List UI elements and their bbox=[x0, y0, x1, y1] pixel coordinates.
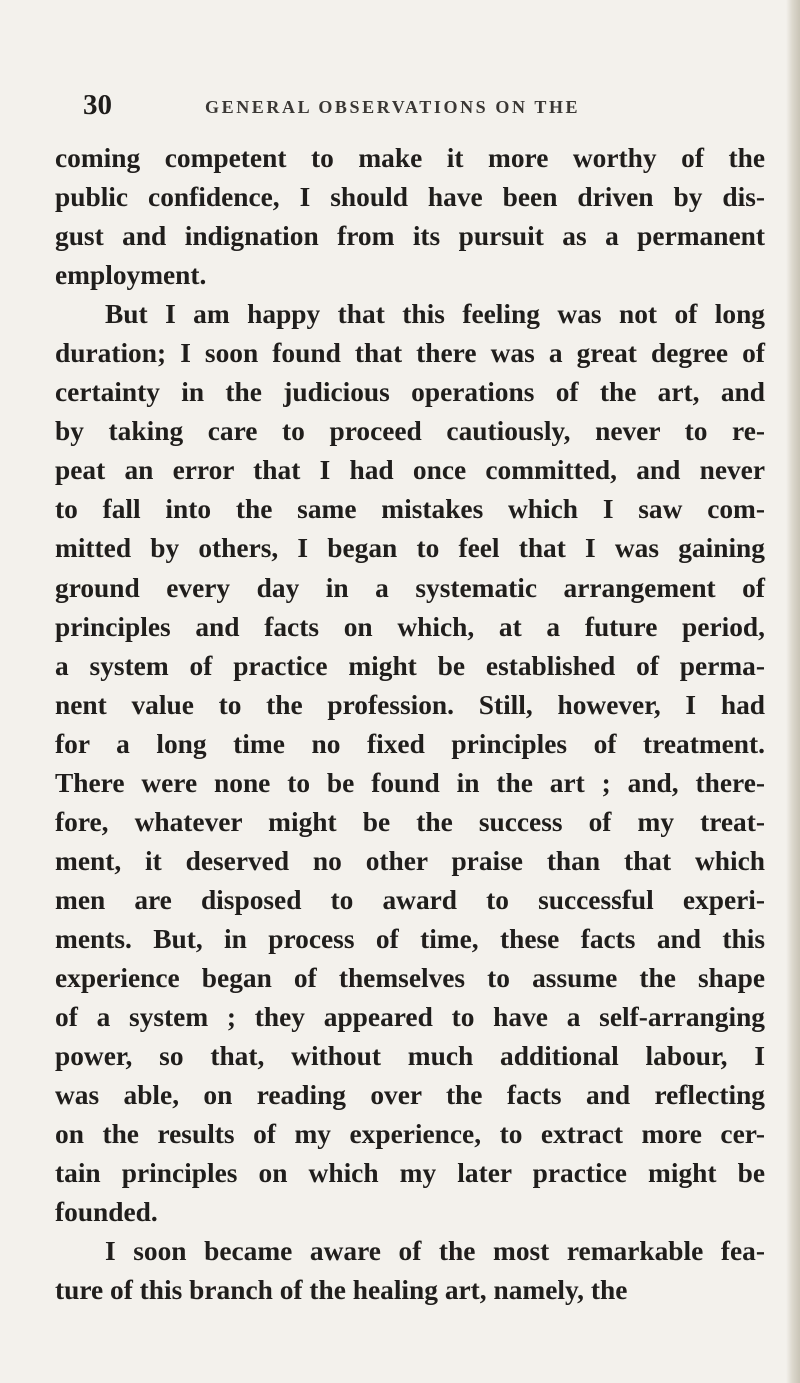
page-edge bbox=[786, 0, 800, 1383]
text-line: a system of practice might be established of perma- bbox=[55, 650, 765, 681]
text-line: tain principles on which my later practice might be bbox=[55, 1158, 765, 1189]
text-line: peat an error that I had once committed, and never bbox=[55, 455, 765, 486]
text-line: ground every day in a systematic arrangement of bbox=[55, 572, 765, 603]
text-line: duration; I soon found that there was a great degree of bbox=[55, 338, 765, 369]
text-line: gust and indignation from its pursuit as a permanent bbox=[55, 221, 765, 252]
text-line: for a long time no fixed principles of treatment. bbox=[55, 728, 765, 759]
text-line: public confidence, I should have been driven by dis- bbox=[55, 182, 765, 213]
text-line: power, so that, without much additional labour, I bbox=[55, 1041, 765, 1072]
text-line: ment, it deserved no other praise than that which bbox=[55, 845, 765, 876]
text-line: coming competent to make it more worthy of the bbox=[55, 143, 765, 173]
text-line: was able, on reading over the facts and reflecting bbox=[55, 1080, 765, 1111]
page-number: 30 bbox=[83, 89, 112, 121]
text-line: nent value to the profession. Still, however, I had bbox=[55, 689, 765, 720]
text-line: experience began of themselves to assume the shape bbox=[55, 962, 765, 993]
text-line: by taking care to proceed cautiously, never to re- bbox=[55, 416, 765, 447]
text-line: to fall into the same mistakes which I saw com- bbox=[55, 494, 765, 525]
text-line: employment. bbox=[55, 260, 207, 291]
text-line: on the results of my experience, to extract more cer- bbox=[55, 1119, 765, 1150]
text-line: principles and facts on which, at a future period, bbox=[55, 611, 765, 642]
running-head: GENERAL OBSERVATIONS ON THE bbox=[205, 97, 581, 117]
body-text bbox=[55, 139, 765, 1310]
text-line: of a system ; they appeared to have a self-arranging bbox=[55, 1002, 765, 1033]
text-line: There were none to be found in the art ; and, there- bbox=[55, 767, 765, 798]
text-line: ture of this branch of the healing art, namely, the bbox=[55, 1275, 628, 1306]
text-line: founded. bbox=[55, 1197, 158, 1228]
page-header bbox=[83, 88, 763, 122]
text-line: I soon became aware of the most remarkable fea- bbox=[105, 1236, 765, 1267]
text-line: ments. But, in process of time, these facts and this bbox=[55, 923, 765, 954]
text-line: fore, whatever might be the success of my treat- bbox=[55, 806, 765, 837]
text-line: certainty in the judicious operations of the art, and bbox=[55, 377, 765, 408]
text-line: men are disposed to award to successful experi- bbox=[55, 884, 765, 915]
text-line: But I am happy that this feeling was not of long bbox=[105, 299, 765, 330]
text-line: mitted by others, I began to feel that I was gaining bbox=[55, 533, 765, 564]
